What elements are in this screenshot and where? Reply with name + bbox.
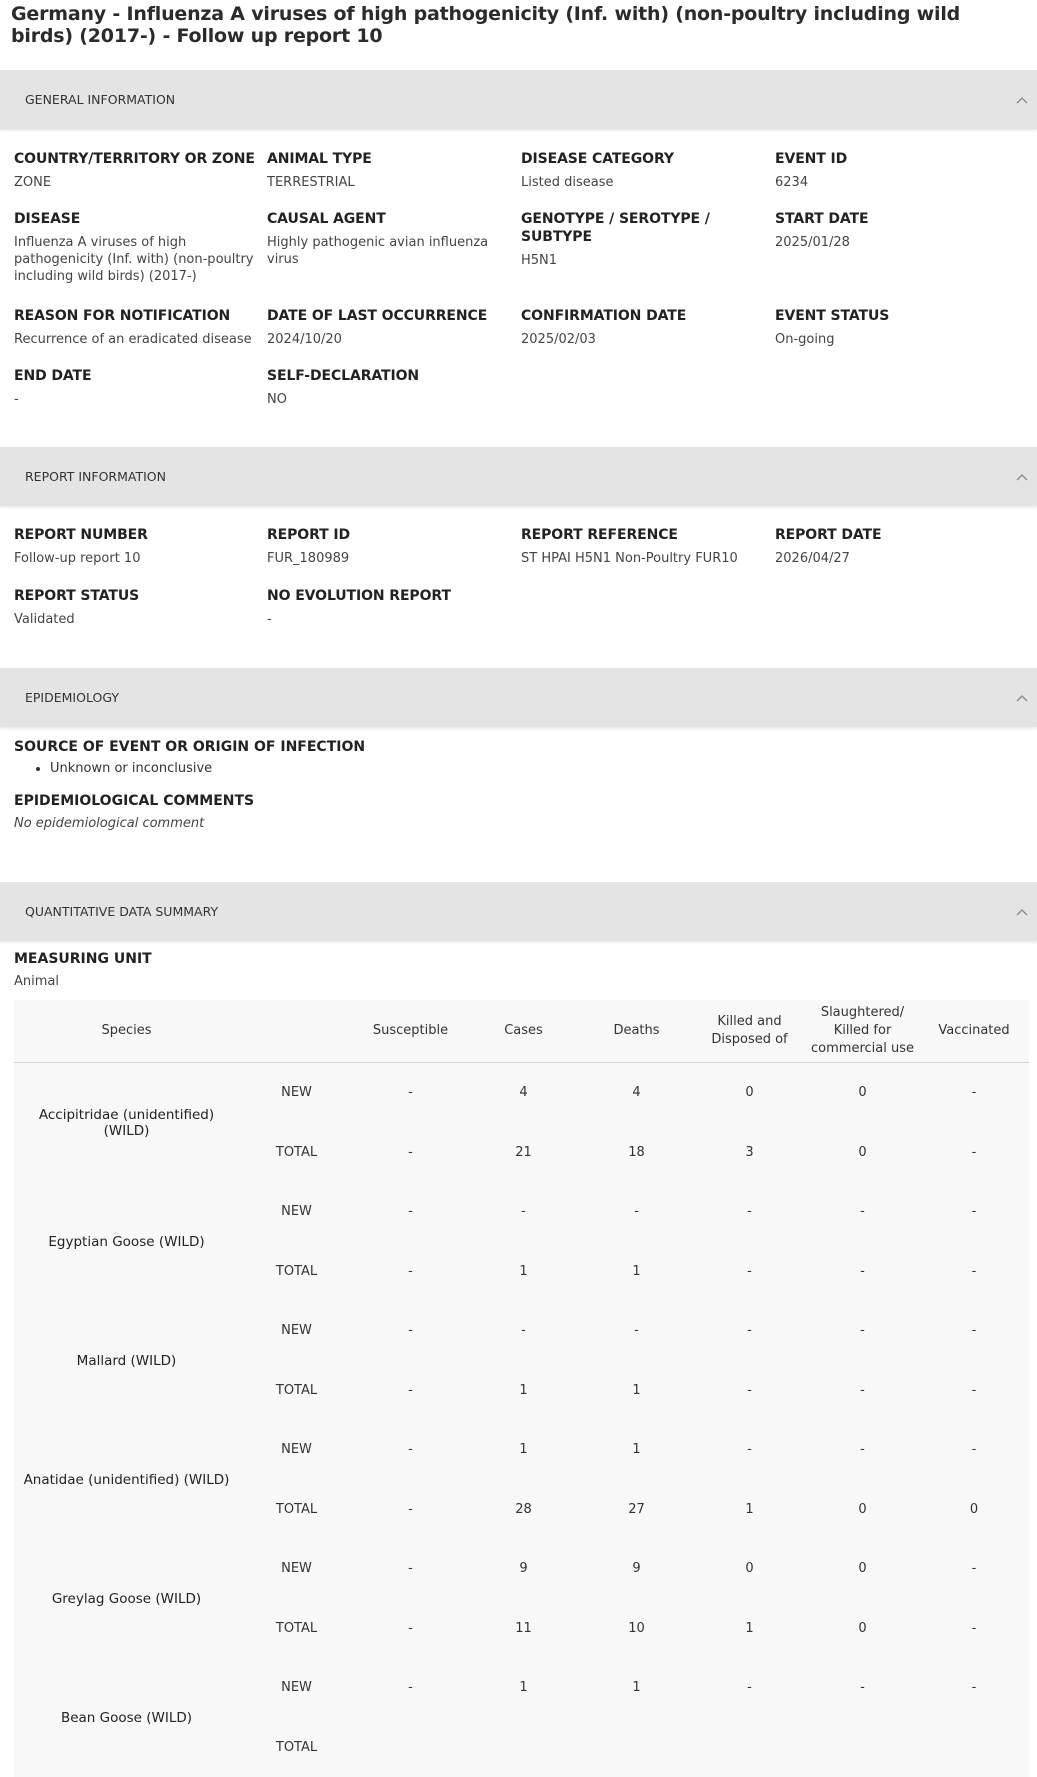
epidemiological-comments: No epidemiological comment [14, 816, 1037, 831]
deaths-cell: 10 [580, 1599, 693, 1659]
field-country-zone [14, 150, 267, 210]
field-animal-type [267, 150, 521, 210]
cases-cell [467, 1718, 580, 1777]
field-genotype [521, 210, 775, 307]
slaughtered-cell [806, 1718, 919, 1777]
chevron-up-icon[interactable] [1007, 694, 1037, 702]
slaughtered-cell: - [806, 1658, 919, 1718]
field-label: DISEASE CATEGORY [521, 150, 775, 168]
field-value: - [14, 391, 267, 408]
deaths-cell [580, 1718, 693, 1777]
vaccinated-cell: - [919, 1599, 1029, 1659]
vaccinated-cell: - [919, 1361, 1029, 1421]
field-label: REPORT STATUS [14, 587, 267, 605]
type-cell: NEW [239, 1301, 354, 1361]
slaughtered-cell: - [806, 1361, 919, 1421]
table-row [14, 1658, 1029, 1718]
field-value: H5N1 [521, 252, 775, 269]
susceptible-cell [354, 1718, 467, 1777]
slaughtered-cell: - [806, 1301, 919, 1361]
killed-disposed-cell: 0 [693, 1539, 806, 1599]
field-label: CAUSAL AGENT [267, 210, 521, 228]
killed-disposed-cell: - [693, 1182, 806, 1242]
field-report-status [14, 587, 267, 628]
section-title: GENERAL INFORMATION [25, 92, 175, 107]
field-no-evolution-report [267, 587, 521, 628]
field-disease-category [521, 150, 775, 210]
type-cell: NEW [239, 1539, 354, 1599]
field-value: Recurrence of an eradicated disease [14, 331, 267, 348]
section-title: EPIDEMIOLOGY [25, 690, 119, 705]
vaccinated-cell: - [919, 1182, 1029, 1242]
list-item: • Unknown or inconclusive [50, 760, 1037, 778]
quantitative-data-table [14, 1000, 1029, 1777]
field-report-number [14, 526, 267, 587]
type-cell: NEW [239, 1182, 354, 1242]
chevron-up-icon[interactable] [1007, 908, 1037, 916]
field-label: REPORT REFERENCE [521, 526, 775, 544]
vaccinated-cell: - [919, 1063, 1029, 1123]
chevron-up-icon[interactable] [1007, 96, 1037, 104]
field-reason-notification [14, 307, 267, 367]
column-header-susceptible: Susceptible [354, 1000, 467, 1063]
slaughtered-cell: 0 [806, 1599, 919, 1659]
type-cell: NEW [239, 1063, 354, 1123]
section-header-epidemiology[interactable] [0, 668, 1037, 727]
field-value: Highly pathogenic avian influenza virus [267, 234, 521, 268]
field-event-status [775, 307, 1029, 367]
table-row [14, 1301, 1029, 1361]
field-start-date [775, 210, 1029, 307]
type-cell: TOTAL [239, 1718, 354, 1777]
field-event-id [775, 150, 1029, 210]
field-value: Influenza A viruses of high pathogenicity (Inf. with) (non-poultry including wild birds) (2017-) [14, 234, 267, 285]
slaughtered-cell: 0 [806, 1539, 919, 1599]
cases-cell: 1 [467, 1658, 580, 1718]
epidemiological-comments-label: EPIDEMIOLOGICAL COMMENTS [14, 792, 1037, 810]
vaccinated-cell: - [919, 1658, 1029, 1718]
field-label: DATE OF LAST OCCURRENCE [267, 307, 521, 325]
field-label: EVENT ID [775, 150, 1029, 168]
field-label: REPORT NUMBER [14, 526, 267, 544]
field-report-date [775, 526, 1029, 587]
field-value: Follow-up report 10 [14, 550, 267, 567]
killed-disposed-cell: - [693, 1658, 806, 1718]
section-header-report-information[interactable] [0, 447, 1037, 506]
cases-cell: 28 [467, 1480, 580, 1540]
susceptible-cell: - [354, 1658, 467, 1718]
type-cell: TOTAL [239, 1361, 354, 1421]
column-header-slaughtered: Slaughtered/ Killed for commercial use [806, 1000, 919, 1063]
susceptible-cell: - [354, 1063, 467, 1123]
type-cell: TOTAL [239, 1599, 354, 1659]
column-header-deaths: Deaths [580, 1000, 693, 1063]
type-cell: TOTAL [239, 1123, 354, 1183]
field-label: EVENT STATUS [775, 307, 1029, 325]
section-title: QUANTITATIVE DATA SUMMARY [25, 904, 218, 919]
slaughtered-cell: 0 [806, 1063, 919, 1123]
field-confirmation-date [521, 307, 775, 367]
field-value: 2024/10/20 [267, 331, 521, 348]
susceptible-cell: - [354, 1123, 467, 1183]
slaughtered-cell: - [806, 1182, 919, 1242]
susceptible-cell: - [354, 1539, 467, 1599]
table-row [14, 1539, 1029, 1599]
field-value: ST HPAI H5N1 Non-Poultry FUR10 [521, 550, 775, 567]
field-value: - [267, 611, 521, 628]
species-cell: Accipitridae (unidentified) (WILD) [14, 1063, 239, 1183]
vaccinated-cell: - [919, 1242, 1029, 1302]
field-disease [14, 210, 267, 307]
field-value: Listed disease [521, 174, 775, 191]
field-last-occurrence [267, 307, 521, 367]
cases-cell: 9 [467, 1539, 580, 1599]
field-end-date [14, 367, 267, 408]
field-label: DISEASE [14, 210, 267, 228]
type-cell: TOTAL [239, 1242, 354, 1302]
field-label: START DATE [775, 210, 1029, 228]
column-header-species: Species [14, 1000, 239, 1063]
field-value: 2026/04/27 [775, 550, 1029, 567]
deaths-cell: 1 [580, 1420, 693, 1480]
field-label: ANIMAL TYPE [267, 150, 521, 168]
susceptible-cell: - [354, 1242, 467, 1302]
deaths-cell: 1 [580, 1658, 693, 1718]
vaccinated-cell [919, 1718, 1029, 1777]
field-report-reference [521, 526, 775, 587]
deaths-cell: 18 [580, 1123, 693, 1183]
source-of-event-label: SOURCE OF EVENT OR ORIGIN OF INFECTION [14, 738, 1037, 756]
source-list [14, 760, 1037, 778]
susceptible-cell: - [354, 1361, 467, 1421]
field-value: Validated [14, 611, 267, 628]
table-row [14, 1182, 1029, 1242]
slaughtered-cell: - [806, 1242, 919, 1302]
field-value: FUR_180989 [267, 550, 521, 567]
deaths-cell: 1 [580, 1242, 693, 1302]
section-title: REPORT INFORMATION [25, 469, 166, 484]
field-label: NO EVOLUTION REPORT [267, 587, 521, 605]
field-report-id [267, 526, 521, 587]
species-cell: Greylag Goose (WILD) [14, 1539, 239, 1658]
column-header-killed-disposed: Killed and Disposed of [693, 1000, 806, 1063]
cases-cell: 11 [467, 1599, 580, 1659]
type-cell: NEW [239, 1420, 354, 1480]
cases-cell: 1 [467, 1242, 580, 1302]
vaccinated-cell: - [919, 1301, 1029, 1361]
susceptible-cell: - [354, 1182, 467, 1242]
killed-disposed-cell: 0 [693, 1063, 806, 1123]
cases-cell: 1 [467, 1420, 580, 1480]
field-label: REPORT DATE [775, 526, 1029, 544]
cases-cell: - [467, 1182, 580, 1242]
killed-disposed-cell: - [693, 1301, 806, 1361]
slaughtered-cell: 0 [806, 1480, 919, 1540]
deaths-cell: - [580, 1301, 693, 1361]
field-label: REPORT ID [267, 526, 521, 544]
killed-disposed-cell: - [693, 1420, 806, 1480]
killed-disposed-cell: 1 [693, 1480, 806, 1540]
killed-disposed-cell: 1 [693, 1599, 806, 1659]
slaughtered-cell: 0 [806, 1123, 919, 1183]
killed-disposed-cell: - [693, 1361, 806, 1421]
page-title: Germany - Influenza A viruses of high pathogenicity (Inf. with) (non-poultry including wild birds) (2017-) - Follow up report 10 [0, 0, 1037, 70]
slaughtered-cell: - [806, 1420, 919, 1480]
deaths-cell: 9 [580, 1539, 693, 1599]
vaccinated-cell: - [919, 1420, 1029, 1480]
table-header-row [14, 1000, 1029, 1063]
cases-cell: 1 [467, 1361, 580, 1421]
cases-cell: 4 [467, 1063, 580, 1123]
type-cell: NEW [239, 1658, 354, 1718]
vaccinated-cell: - [919, 1539, 1029, 1599]
species-cell: Mallard (WILD) [14, 1301, 239, 1420]
field-value: 2025/01/28 [775, 234, 1029, 251]
chevron-up-icon[interactable] [1007, 473, 1037, 481]
field-value: TERRESTRIAL [267, 174, 521, 191]
cases-cell: 21 [467, 1123, 580, 1183]
field-label: GENOTYPE / SEROTYPE / SUBTYPE [521, 210, 775, 246]
field-label: SELF-DECLARATION [267, 367, 521, 385]
table-row [14, 1420, 1029, 1480]
species-cell: Anatidae (unidentified) (WILD) [14, 1420, 239, 1539]
susceptible-cell: - [354, 1420, 467, 1480]
section-header-quantitative-data-summary[interactable] [0, 882, 1037, 941]
vaccinated-cell: - [919, 1123, 1029, 1183]
species-cell: Egyptian Goose (WILD) [14, 1182, 239, 1301]
deaths-cell: 27 [580, 1480, 693, 1540]
killed-disposed-cell: 3 [693, 1123, 806, 1183]
susceptible-cell: - [354, 1599, 467, 1659]
field-value: 2025/02/03 [521, 331, 775, 348]
cases-cell: - [467, 1301, 580, 1361]
susceptible-cell: - [354, 1301, 467, 1361]
deaths-cell: 4 [580, 1063, 693, 1123]
killed-disposed-cell: - [693, 1242, 806, 1302]
field-label: REASON FOR NOTIFICATION [14, 307, 267, 325]
column-header-vaccinated: Vaccinated [919, 1000, 1029, 1063]
field-value: ZONE [14, 174, 267, 191]
killed-disposed-cell [693, 1718, 806, 1777]
field-value: On-going [775, 331, 1029, 348]
column-header-cases: Cases [467, 1000, 580, 1063]
deaths-cell: 1 [580, 1361, 693, 1421]
susceptible-cell: - [354, 1480, 467, 1540]
field-value: NO [267, 391, 521, 408]
measuring-unit-label: MEASURING UNIT [14, 950, 1037, 968]
measuring-unit-value: Animal [14, 974, 1037, 989]
field-label: CONFIRMATION DATE [521, 307, 775, 325]
field-causal-agent [267, 210, 521, 307]
column-header-type [239, 1000, 354, 1063]
field-label: COUNTRY/TERRITORY OR ZONE [14, 150, 267, 168]
type-cell: TOTAL [239, 1480, 354, 1540]
species-cell: Bean Goose (WILD) [14, 1658, 239, 1777]
field-label: END DATE [14, 367, 267, 385]
table-row [14, 1063, 1029, 1123]
vaccinated-cell: 0 [919, 1480, 1029, 1540]
section-header-general-information[interactable] [0, 70, 1037, 129]
field-value: 6234 [775, 174, 1029, 191]
field-self-declaration [267, 367, 521, 408]
deaths-cell: - [580, 1182, 693, 1242]
